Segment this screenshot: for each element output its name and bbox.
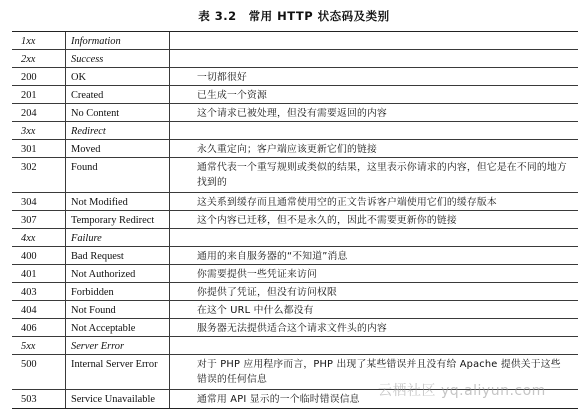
status-name-cell: Service Unavailable [66, 390, 170, 408]
status-name-cell: Internal Server Error [66, 355, 170, 389]
status-description-cell: 通常代表一个重写规则或类似的结果，这里表示你请求的内容，但它是在不同的地方找到的 [197, 162, 567, 188]
table-caption: 表 3.2 常用 HTTP 状态码及类别 [198, 9, 390, 23]
status-description-cell: 通常用 API 显示的一个临时错误信息 [197, 394, 360, 405]
table-row [12, 86, 578, 104]
table-row [12, 390, 578, 408]
category-row [12, 32, 578, 50]
status-description-cell [170, 229, 578, 246]
status-name-cell: Temporary Redirect [66, 211, 170, 228]
status-description-cell: 通用的来自服务器的“不知道”消息 [197, 251, 348, 262]
status-code-cell: 302 [12, 158, 66, 192]
status-name-cell: Success [66, 50, 170, 67]
status-code-cell: 201 [12, 86, 66, 103]
table-row [12, 158, 578, 193]
table-row [12, 265, 578, 283]
status-description-cell [170, 32, 578, 49]
category-row [12, 122, 578, 140]
table-row [12, 193, 578, 211]
status-name-cell: Not Acceptable [66, 319, 170, 336]
status-name-cell: Failure [66, 229, 170, 246]
status-name-cell: Found [66, 158, 170, 192]
status-name-cell: Forbidden [66, 283, 170, 300]
status-name-cell: Server Error [66, 337, 170, 354]
status-description-cell: 已生成一个资源 [197, 90, 267, 101]
table-row [12, 319, 578, 337]
table-row [12, 211, 578, 229]
status-code-cell: 200 [12, 68, 66, 85]
status-description-cell [170, 122, 578, 139]
table-row [12, 104, 578, 122]
status-code-cell: 4xx [12, 229, 66, 246]
http-status-table [12, 31, 578, 409]
table-row [12, 283, 578, 301]
status-description-cell: 你需要提供一些凭证来访问 [197, 269, 317, 280]
status-name-cell: Not Found [66, 301, 170, 318]
status-code-cell: 5xx [12, 337, 66, 354]
category-row [12, 229, 578, 247]
status-code-cell: 401 [12, 265, 66, 282]
status-code-cell: 503 [12, 390, 66, 408]
status-code-cell: 403 [12, 283, 66, 300]
status-description-cell: 你提供了凭证，但没有访问权限 [197, 287, 337, 298]
status-description-cell: 一切都很好 [197, 72, 247, 83]
status-code-cell: 307 [12, 211, 66, 228]
status-description-cell: 这个内容已迁移，但不是永久的，因此不需要更新你的链接 [197, 215, 457, 226]
status-code-cell: 301 [12, 140, 66, 157]
status-description-cell: 这个请求已被处理，但没有需要返回的内容 [197, 108, 387, 119]
status-code-cell: 406 [12, 319, 66, 336]
status-description-cell [170, 337, 578, 354]
status-code-cell: 2xx [12, 50, 66, 67]
status-code-cell: 404 [12, 301, 66, 318]
status-description-cell: 这关系到缓存而且通常使用空的正文告诉客户端使用它们的缓存版本 [197, 197, 497, 208]
status-name-cell: Bad Request [66, 247, 170, 264]
status-code-cell: 500 [12, 355, 66, 389]
status-code-cell: 1xx [12, 32, 66, 49]
watermark: 云栖社区 yq.aliyun.com [378, 383, 546, 399]
status-code-cell: 3xx [12, 122, 66, 139]
status-code-cell: 304 [12, 193, 66, 210]
status-description-cell: 在这个 URL 中什么都没有 [197, 305, 314, 316]
table-row [12, 247, 578, 265]
status-name-cell: Redirect [66, 122, 170, 139]
status-name-cell: Moved [66, 140, 170, 157]
status-name-cell: Not Authorized [66, 265, 170, 282]
status-name-cell: Created [66, 86, 170, 103]
table-row [12, 355, 578, 390]
status-code-cell: 204 [12, 104, 66, 121]
status-description-cell: 永久重定向；客户端应该更新它们的链接 [197, 144, 377, 155]
status-description-cell [170, 50, 578, 67]
category-row [12, 50, 578, 68]
status-description-cell: 对于 PHP 应用程序而言，PHP 出现了某些错误并且没有给 Apache 提供关于这些错误的任何信息 [197, 359, 561, 385]
table-row [12, 68, 578, 86]
table-row [12, 301, 578, 319]
table-row [12, 140, 578, 158]
category-row [12, 337, 578, 355]
status-code-cell: 400 [12, 247, 66, 264]
status-description-cell: 服务器无法提供适合这个请求文件头的内容 [197, 323, 387, 334]
status-name-cell: No Content [66, 104, 170, 121]
status-name-cell: OK [66, 68, 170, 85]
status-name-cell: Not Modified [66, 193, 170, 210]
status-name-cell: Information [66, 32, 170, 49]
